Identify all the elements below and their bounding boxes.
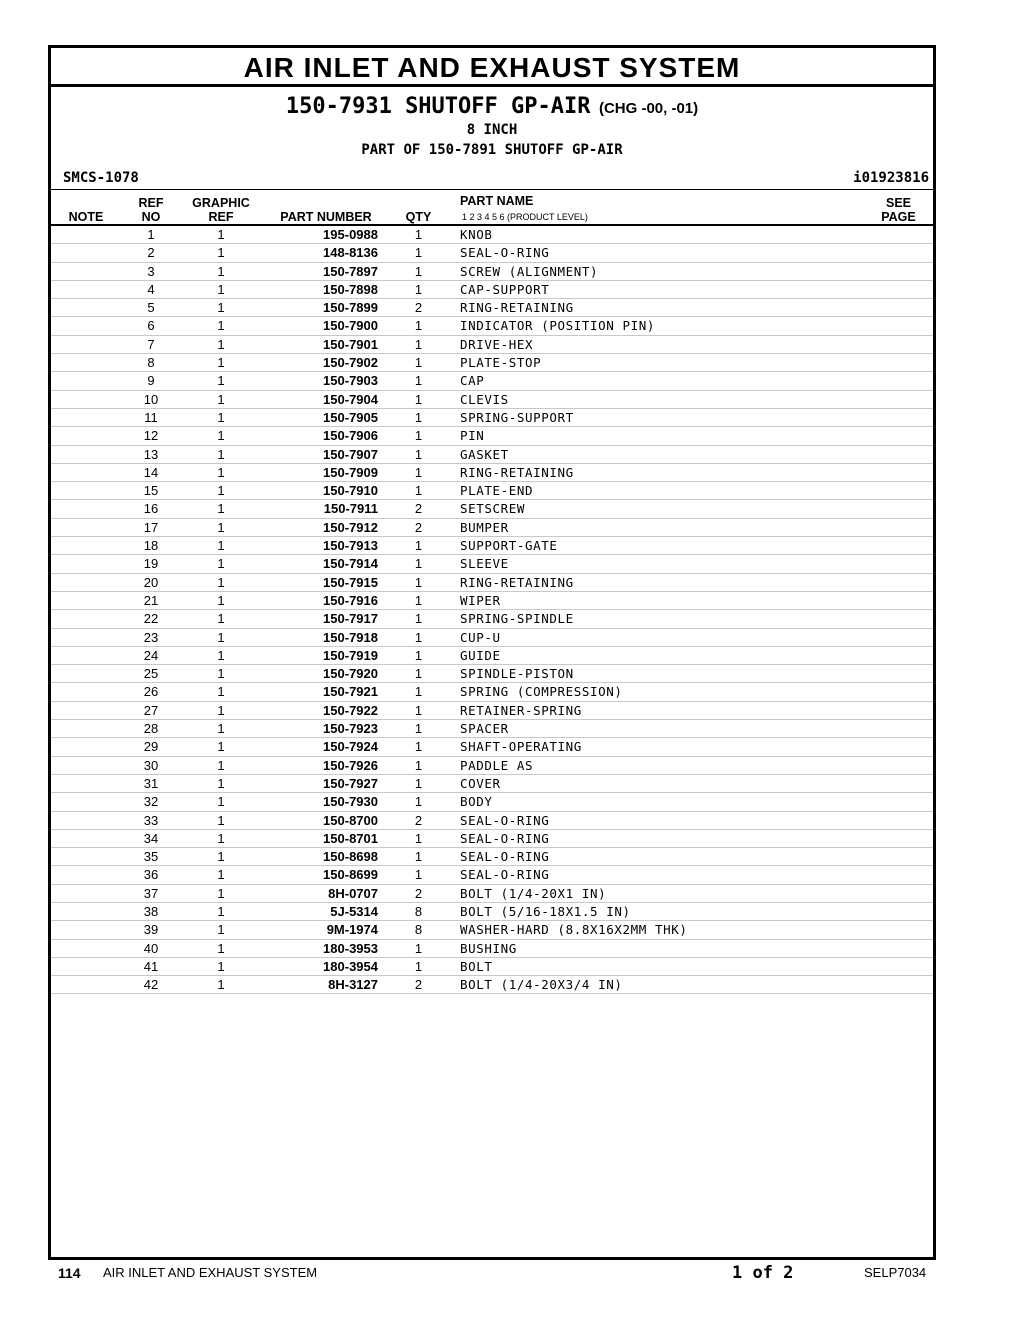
quantity: 1 xyxy=(414,227,423,242)
footer-page-number: 114 xyxy=(58,1265,81,1281)
graphic-ref: 1 xyxy=(217,721,225,737)
part-number: 150-7911 xyxy=(323,501,378,517)
parts-table-body xyxy=(51,226,933,994)
ref-no: 28 xyxy=(143,721,159,737)
ref-no: 21 xyxy=(143,592,159,608)
table-row xyxy=(51,427,933,445)
quantity: 1 xyxy=(414,721,423,737)
group-name: 150-7931 SHUTOFF GP-AIR xyxy=(285,94,591,119)
table-row xyxy=(51,500,933,518)
part-number: 150-8698 xyxy=(323,849,378,865)
part-number: 8H-3127 xyxy=(328,977,378,993)
footer-section-title: AIR INLET AND EXHAUST SYSTEM xyxy=(103,1265,318,1280)
part-name: COVER xyxy=(460,775,501,791)
group-heading xyxy=(51,94,933,119)
quantity: 1 xyxy=(414,611,423,627)
ref-no: 16 xyxy=(143,501,159,517)
ref-no: 5 xyxy=(147,300,155,316)
quantity: 1 xyxy=(414,592,423,608)
graphic-ref: 1 xyxy=(217,574,225,590)
part-number: 9M-1974 xyxy=(326,922,378,938)
graphic-ref: 1 xyxy=(217,501,225,517)
quantity: 8 xyxy=(414,922,423,938)
table-row xyxy=(51,976,933,994)
graphic-ref: 1 xyxy=(217,355,225,371)
part-name: CUP-U xyxy=(460,629,501,645)
ref-no: 8 xyxy=(147,355,155,371)
part-name: BOLT (1/4-20X1 IN) xyxy=(460,885,607,901)
part-number: 180-3953 xyxy=(323,940,378,956)
part-name: GASKET xyxy=(460,446,509,462)
quantity: 1 xyxy=(414,318,423,334)
ref-no: 6 xyxy=(147,318,155,334)
table-row xyxy=(51,866,933,884)
part-number: 150-7917 xyxy=(323,611,378,627)
graphic-ref: 1 xyxy=(217,903,225,919)
illustration-id: i01923816 xyxy=(853,170,929,186)
table-row xyxy=(51,610,933,628)
part-number: 150-7927 xyxy=(323,775,378,791)
graphic-ref: 1 xyxy=(217,922,225,938)
ref-no: 17 xyxy=(143,519,159,535)
header-qty: QTY xyxy=(405,210,432,224)
ref-no: 42 xyxy=(143,977,159,993)
graphic-ref: 1 xyxy=(217,775,225,791)
table-row xyxy=(51,592,933,610)
table-row xyxy=(51,299,933,317)
part-name: RING-RETAINING xyxy=(460,464,574,480)
part-number: 8H-0707 xyxy=(328,885,378,901)
part-name: BUSHING xyxy=(460,940,517,956)
ref-no: 7 xyxy=(147,336,155,352)
parts-list-frame xyxy=(48,45,936,1260)
graphic-ref: 1 xyxy=(217,556,225,572)
ref-no: 14 xyxy=(143,464,159,480)
part-name: PIN xyxy=(460,428,485,444)
part-number: 150-7900 xyxy=(323,318,378,334)
table-row xyxy=(51,812,933,830)
part-number: 150-7919 xyxy=(323,647,378,663)
header-graphic-ref-line1: GRAPHIC xyxy=(192,196,250,210)
table-row xyxy=(51,775,933,793)
part-name: SCREW (ALIGNMENT) xyxy=(460,263,599,279)
quantity: 8 xyxy=(414,903,423,919)
quantity: 1 xyxy=(414,867,423,883)
part-number: 150-7923 xyxy=(323,721,378,737)
part-name: SPACER xyxy=(460,721,509,737)
ref-no: 29 xyxy=(143,739,159,755)
table-row xyxy=(51,409,933,427)
table-row xyxy=(51,391,933,409)
ref-no: 34 xyxy=(143,830,159,846)
part-number: 150-8700 xyxy=(323,812,378,828)
quantity: 1 xyxy=(414,775,423,791)
ref-no: 9 xyxy=(147,373,155,389)
graphic-ref: 1 xyxy=(217,373,225,389)
ref-no: 30 xyxy=(143,757,159,773)
table-row xyxy=(51,372,933,390)
part-number: 180-3954 xyxy=(323,958,378,974)
part-name: SPRING (COMPRESSION) xyxy=(460,684,623,700)
table-row xyxy=(51,738,933,756)
quantity: 1 xyxy=(414,355,423,371)
part-name: CLEVIS xyxy=(460,391,509,407)
part-name: CAP xyxy=(460,373,485,389)
quantity: 1 xyxy=(414,391,423,407)
part-number: 150-7915 xyxy=(323,574,378,590)
quantity: 1 xyxy=(414,281,423,297)
graphic-ref: 1 xyxy=(217,629,225,645)
header-top-divider xyxy=(51,189,933,190)
part-name: CAP-SUPPORT xyxy=(460,281,550,297)
graphic-ref: 1 xyxy=(217,867,225,883)
ref-no: 41 xyxy=(143,958,159,974)
ref-no: 15 xyxy=(143,483,159,499)
part-number: 148-8136 xyxy=(323,245,378,261)
ref-no: 10 xyxy=(143,391,159,407)
part-number: 150-7902 xyxy=(323,355,378,371)
part-name: BOLT (1/4-20X3/4 IN) xyxy=(460,977,623,993)
graphic-ref: 1 xyxy=(217,428,225,444)
table-row xyxy=(51,665,933,683)
part-number: 150-8699 xyxy=(323,867,378,883)
part-name: RING-RETAINING xyxy=(460,574,574,590)
ref-no: 40 xyxy=(143,940,159,956)
graphic-ref: 1 xyxy=(217,739,225,755)
ref-no: 31 xyxy=(143,775,159,791)
part-number: 150-7922 xyxy=(323,702,378,718)
ref-no: 32 xyxy=(143,794,159,810)
part-name: BODY xyxy=(460,794,493,810)
part-name: DRIVE-HEX xyxy=(460,336,534,352)
part-name: SEAL-O-RING xyxy=(460,812,550,828)
graphic-ref: 1 xyxy=(217,519,225,535)
quantity: 1 xyxy=(414,556,423,572)
footer-sheet: 1 of 2 xyxy=(732,1263,794,1283)
header-note: NOTE xyxy=(68,210,104,224)
graphic-ref: 1 xyxy=(217,391,225,407)
part-name: SHAFT-OPERATING xyxy=(460,739,582,755)
quantity: 1 xyxy=(414,428,423,444)
part-number: 150-7904 xyxy=(323,391,378,407)
ref-no: 33 xyxy=(143,812,159,828)
table-row xyxy=(51,482,933,500)
footer-doc-code: SELP7034 xyxy=(864,1265,927,1280)
quantity: 1 xyxy=(414,739,423,755)
graphic-ref: 1 xyxy=(217,812,225,828)
part-number: 5J-5314 xyxy=(330,903,378,919)
group-part-of: PART OF 150-7891 SHUTOFF GP-AIR xyxy=(361,142,623,158)
graphic-ref: 1 xyxy=(217,446,225,462)
quantity: 1 xyxy=(414,245,423,261)
ref-no: 12 xyxy=(143,428,159,444)
ref-no: 36 xyxy=(143,867,159,883)
graphic-ref: 1 xyxy=(217,281,225,297)
quantity: 1 xyxy=(414,830,423,846)
quantity: 2 xyxy=(414,501,423,517)
ref-no: 19 xyxy=(143,556,159,572)
graphic-ref: 1 xyxy=(217,592,225,608)
part-name: RING-RETAINING xyxy=(460,300,574,316)
ref-no: 22 xyxy=(143,611,159,627)
table-row xyxy=(51,793,933,811)
part-name: PADDLE AS xyxy=(460,757,534,773)
part-number: 195-0988 xyxy=(323,227,378,242)
table-row xyxy=(51,263,933,281)
quantity: 1 xyxy=(414,849,423,865)
part-number: 150-7926 xyxy=(323,757,378,773)
header-ref-no-line1: REF xyxy=(138,196,164,210)
part-name: INDICATOR (POSITION PIN) xyxy=(460,318,656,334)
table-row xyxy=(51,830,933,848)
ref-no: 23 xyxy=(143,629,159,645)
graphic-ref: 1 xyxy=(217,227,225,242)
table-row xyxy=(51,281,933,299)
table-row xyxy=(51,354,933,372)
part-number: 150-7920 xyxy=(323,666,378,682)
header-graphic-ref-line2: REF xyxy=(208,210,234,224)
ref-no: 13 xyxy=(143,446,159,462)
part-number: 150-7930 xyxy=(323,794,378,810)
part-name: SEAL-O-RING xyxy=(460,849,550,865)
part-name: SPRING-SUPPORT xyxy=(460,409,574,425)
table-row xyxy=(51,336,933,354)
quantity: 1 xyxy=(414,702,423,718)
ref-no: 38 xyxy=(143,903,159,919)
graphic-ref: 1 xyxy=(217,464,225,480)
graphic-ref: 1 xyxy=(217,849,225,865)
quantity: 1 xyxy=(414,574,423,590)
ref-no: 25 xyxy=(143,666,159,682)
part-name: SLEEVE xyxy=(460,556,509,572)
graphic-ref: 1 xyxy=(217,940,225,956)
header-part-number: PART NUMBER xyxy=(280,210,372,224)
part-name: SUPPORT-GATE xyxy=(460,538,558,554)
part-number: 150-7897 xyxy=(323,263,378,279)
part-number: 150-7914 xyxy=(323,556,378,572)
ref-no: 37 xyxy=(143,885,159,901)
header-part-name: PART NAME xyxy=(460,194,534,208)
ref-no: 4 xyxy=(147,281,155,297)
part-number: 150-7899 xyxy=(323,300,378,316)
part-name: GUIDE xyxy=(460,647,501,663)
ref-no: 24 xyxy=(143,647,159,663)
graphic-ref: 1 xyxy=(217,538,225,554)
ref-no: 27 xyxy=(143,702,159,718)
table-row xyxy=(51,519,933,537)
header-ref-no-line2: NO xyxy=(141,210,161,224)
part-name: SEAL-O-RING xyxy=(460,830,550,846)
table-row xyxy=(51,921,933,939)
part-name: KNOB xyxy=(460,227,493,242)
part-number: 150-7913 xyxy=(323,538,378,554)
part-name: SETSCREW xyxy=(460,501,526,517)
part-name: SPINDLE-PISTON xyxy=(460,666,574,682)
quantity: 2 xyxy=(414,885,423,901)
quantity: 2 xyxy=(414,300,423,316)
header-product-level: 1 2 3 4 5 6 (PRODUCT LEVEL) xyxy=(462,212,588,222)
part-name: SEAL-O-RING xyxy=(460,867,550,883)
table-row xyxy=(51,720,933,738)
quantity: 1 xyxy=(414,958,423,974)
graphic-ref: 1 xyxy=(217,757,225,773)
part-number: 150-7916 xyxy=(323,592,378,608)
quantity: 1 xyxy=(414,263,423,279)
graphic-ref: 1 xyxy=(217,336,225,352)
quantity: 1 xyxy=(414,757,423,773)
part-number: 150-7906 xyxy=(323,428,378,444)
table-row xyxy=(51,629,933,647)
smcs-code: SMCS-1078 xyxy=(63,170,139,186)
part-name: WASHER-HARD (8.8X16X2MM THK) xyxy=(460,922,688,938)
graphic-ref: 1 xyxy=(217,684,225,700)
table-row xyxy=(51,574,933,592)
part-name: RETAINER-SPRING xyxy=(460,702,582,718)
graphic-ref: 1 xyxy=(217,830,225,846)
part-name: BOLT xyxy=(460,958,493,974)
ref-no: 1 xyxy=(147,227,155,242)
graphic-ref: 1 xyxy=(217,483,225,499)
table-row xyxy=(51,940,933,958)
ref-no: 3 xyxy=(147,263,155,279)
table-row xyxy=(51,848,933,866)
table-row xyxy=(51,464,933,482)
quantity: 2 xyxy=(414,977,423,993)
part-number: 150-7910 xyxy=(323,483,378,499)
table-row xyxy=(51,757,933,775)
part-number: 150-7909 xyxy=(323,464,378,480)
graphic-ref: 1 xyxy=(217,666,225,682)
table-row xyxy=(51,903,933,921)
group-size: 8 INCH xyxy=(466,122,518,138)
part-number: 150-7905 xyxy=(323,409,378,425)
ref-no: 18 xyxy=(143,538,159,554)
part-name: PLATE-STOP xyxy=(460,355,542,371)
quantity: 1 xyxy=(414,336,423,352)
header-see-page-line2: PAGE xyxy=(881,210,916,224)
part-number: 150-7912 xyxy=(323,519,378,535)
graphic-ref: 1 xyxy=(217,611,225,627)
quantity: 1 xyxy=(414,647,423,663)
graphic-ref: 1 xyxy=(217,794,225,810)
quantity: 1 xyxy=(414,794,423,810)
part-number: 150-7901 xyxy=(323,336,378,352)
part-name: SEAL-O-RING xyxy=(460,245,550,261)
table-row xyxy=(51,244,933,262)
part-name: BUMPER xyxy=(460,519,509,535)
ref-no: 11 xyxy=(144,409,158,425)
ref-no: 26 xyxy=(143,684,159,700)
quantity: 1 xyxy=(414,666,423,682)
part-name: WIPER xyxy=(460,592,501,608)
part-number: 150-7903 xyxy=(323,373,378,389)
part-number: 150-7924 xyxy=(323,739,378,755)
part-name: BOLT (5/16-18X1.5 IN) xyxy=(460,903,631,919)
quantity: 1 xyxy=(414,940,423,956)
table-row xyxy=(51,537,933,555)
graphic-ref: 1 xyxy=(217,300,225,316)
graphic-ref: 1 xyxy=(217,647,225,663)
ref-no: 35 xyxy=(143,849,159,865)
quantity: 1 xyxy=(414,538,423,554)
part-number: 150-7898 xyxy=(323,281,378,297)
title-divider xyxy=(51,84,933,87)
quantity: 1 xyxy=(414,483,423,499)
table-row xyxy=(51,683,933,701)
header-see-page-line1: SEE xyxy=(885,196,911,210)
quantity: 1 xyxy=(414,373,423,389)
table-row xyxy=(51,317,933,335)
part-name: PLATE-END xyxy=(460,483,534,499)
quantity: 1 xyxy=(414,446,423,462)
table-row xyxy=(51,555,933,573)
ref-no: 2 xyxy=(147,245,155,261)
table-row xyxy=(51,958,933,976)
graphic-ref: 1 xyxy=(217,702,225,718)
graphic-ref: 1 xyxy=(217,958,225,974)
table-row xyxy=(51,647,933,665)
quantity: 1 xyxy=(414,629,423,645)
part-number: 150-7907 xyxy=(323,446,378,462)
quantity: 2 xyxy=(414,812,423,828)
table-row xyxy=(51,702,933,720)
ref-no: 20 xyxy=(143,574,159,590)
graphic-ref: 1 xyxy=(217,318,225,334)
group-change: (CHG -00, -01) xyxy=(598,100,699,117)
quantity: 1 xyxy=(414,684,423,700)
quantity: 1 xyxy=(414,409,423,425)
page-title: AIR INLET AND EXHAUST SYSTEM xyxy=(243,52,741,83)
graphic-ref: 1 xyxy=(217,977,225,993)
graphic-ref: 1 xyxy=(217,263,225,279)
part-number: 150-7921 xyxy=(323,684,378,700)
graphic-ref: 1 xyxy=(217,409,225,425)
graphic-ref: 1 xyxy=(217,885,225,901)
graphic-ref: 1 xyxy=(217,245,225,261)
ref-no: 39 xyxy=(143,922,159,938)
part-number: 150-8701 xyxy=(323,830,378,846)
quantity: 1 xyxy=(414,464,423,480)
part-name: SPRING-SPINDLE xyxy=(460,611,574,627)
part-number: 150-7918 xyxy=(323,629,378,645)
table-row xyxy=(51,446,933,464)
table-row xyxy=(51,226,933,244)
table-row xyxy=(51,885,933,903)
quantity: 2 xyxy=(414,519,423,535)
